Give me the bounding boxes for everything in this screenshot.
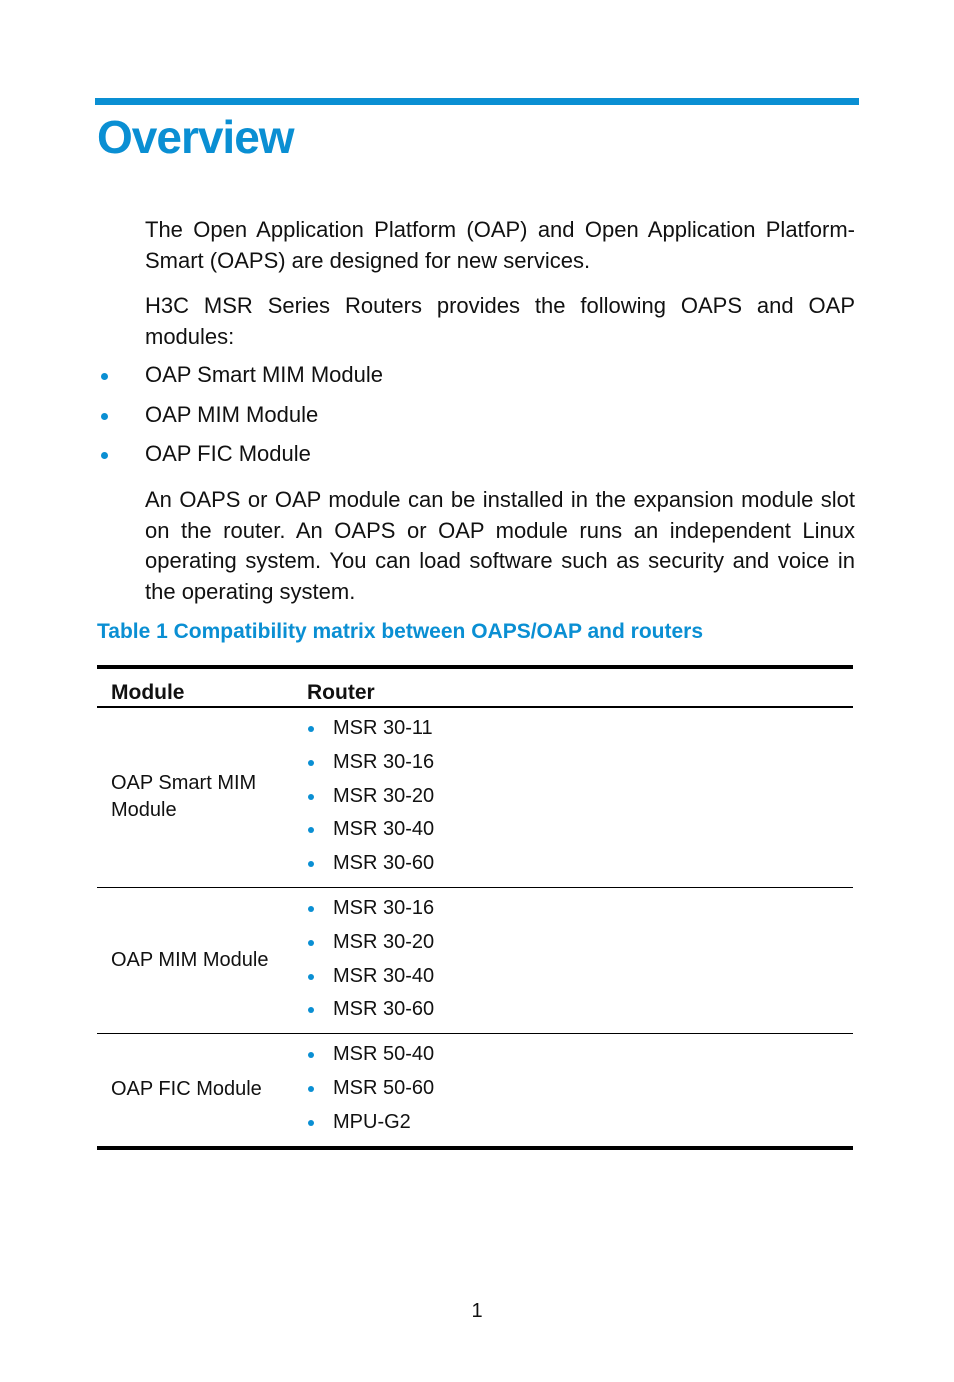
bullet-icon (101, 413, 108, 420)
modules-list (97, 360, 383, 479)
bullet-icon (308, 827, 314, 833)
list-item (307, 813, 853, 847)
list-item (307, 780, 853, 814)
bullet-icon (308, 1086, 314, 1092)
list-item (307, 1072, 853, 1106)
router-name: MSR 30-16 (333, 896, 435, 919)
title-rule (95, 98, 859, 105)
bullet-icon (101, 373, 108, 380)
router-name: MSR 30-40 (333, 818, 435, 841)
list-item (307, 993, 853, 1027)
table-row (97, 887, 853, 1033)
table-header-row (97, 667, 853, 707)
bullet-icon (101, 452, 108, 459)
router-list (307, 888, 853, 1033)
router-list (307, 708, 853, 887)
router-name: MPU-G2 (333, 1110, 411, 1133)
list-item (97, 400, 383, 440)
list-item (307, 712, 853, 746)
router-name: MSR 50-40 (333, 1043, 435, 1066)
list-item (97, 360, 383, 400)
router-name: MSR 30-20 (333, 930, 435, 953)
module-cell: OAP MIM Module (97, 887, 293, 1033)
bullet-icon (308, 760, 314, 766)
bullet-icon (308, 940, 314, 946)
router-name: MSR 30-60 (333, 852, 435, 875)
router-name: MSR 30-60 (333, 998, 435, 1021)
list-item (307, 926, 853, 960)
header-module: Module (97, 667, 293, 707)
table-caption: Table 1 Compatibility matrix between OAPS/OAP and routers (97, 620, 704, 643)
router-name: MSR 50-60 (333, 1076, 435, 1099)
list-item-label: OAP FIC Module (145, 441, 311, 466)
table-row (97, 707, 853, 887)
module-cell: OAP FIC Module (97, 1034, 293, 1148)
router-name: MSR 30-16 (333, 750, 435, 773)
router-name: MSR 30-11 (333, 717, 433, 739)
list-item-label: OAP MIM Module (145, 401, 319, 427)
install-paragraph: An OAPS or OAP module can be installed in the expansion module slot on the router. An OAPS or OAP module runs an independent Linux operating system. You can load software such as security and voice in the operating system. (145, 487, 855, 604)
page-title: Overview (97, 111, 294, 163)
bullet-icon (308, 1052, 314, 1058)
bullet-icon (308, 1120, 314, 1126)
bullet-icon (308, 906, 314, 912)
router-cell (293, 887, 853, 1033)
list-item (307, 746, 853, 780)
list-item-label: OAP Smart MIM Module (145, 362, 383, 387)
intro-paragraph: The Open Application Platform (OAP) and Open Application Platform-Smart (OAPS) are designed for new services. (145, 217, 855, 273)
table-row (97, 1034, 853, 1148)
bullet-icon (308, 974, 314, 980)
bullet-icon (308, 794, 314, 800)
bullet-icon (308, 861, 314, 867)
router-name: MSR 30-40 (333, 964, 435, 987)
bullet-icon (308, 726, 314, 732)
page-number: 1 (471, 1300, 483, 1322)
router-name: MSR 30-20 (333, 784, 435, 807)
list-item (307, 1106, 853, 1140)
list-item (307, 847, 853, 881)
router-cell (293, 707, 853, 887)
modules-intro-paragraph: H3C MSR Series Routers provides the following OAPS and OAP modules: (145, 293, 855, 349)
router-list (307, 1034, 853, 1145)
list-item (307, 960, 853, 994)
list-item (307, 892, 853, 926)
compatibility-table (97, 665, 853, 1150)
header-router: Router (293, 667, 853, 707)
list-item (307, 1038, 853, 1072)
router-cell (293, 1034, 853, 1148)
list-item (97, 439, 383, 479)
module-cell: OAP Smart MIM Module (97, 707, 293, 887)
bullet-icon (308, 1007, 314, 1013)
